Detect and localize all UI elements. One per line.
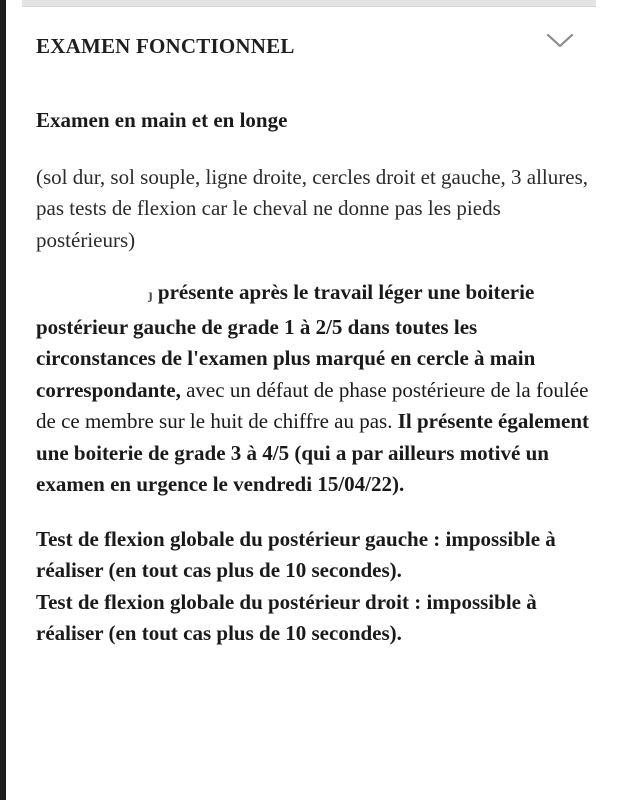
top-divider [22,0,596,7]
section-content [36,105,596,650]
section-header-examen-fonctionnel[interactable] [36,30,582,66]
exam-finding [36,277,596,501]
exam-conditions: (sol dur, sol souple, ligne droite, cercles droit et gauche, 3 allures, pas tests de flexion car le cheval ne donne pas les pieds postérieurs) [36,164,588,252]
section-title: EXAMEN FONCTIONNEL [36,34,295,58]
chevron-down-icon[interactable] [546,30,574,50]
exam-subheading: Examen en main et en longe [36,108,288,132]
name-mark: ȷ [148,288,153,303]
flexion-test-left: Test de flexion globale du postérieur gauche : impossible à réaliser (en tout cas plus de 10 secondes). [36,526,556,582]
redacted-name [36,282,148,302]
finding-part-1: présente après le travail léger une boiterie postérieur gauche de grade 1 à 2/5 dans toutes les circonstances de l'examen plus marqué en cercle à main correspondante, [36,280,536,402]
flexion-test-right: Test de flexion globale du postérieur droit : impossible à réaliser (en tout cas plus de 10 secondes). [36,589,537,645]
finding-part-2: avec un défaut de phase postérieure de la foulée de ce membre sur le huit de chiffre au pas. [36,377,589,433]
finding-part-3: Il présente également une boiterie de grade 3 à 4/5 (qui a par ailleurs motivé un examen en urgence le vendredi 15/04/22). [36,409,589,496]
left-frame-edge [0,0,6,800]
